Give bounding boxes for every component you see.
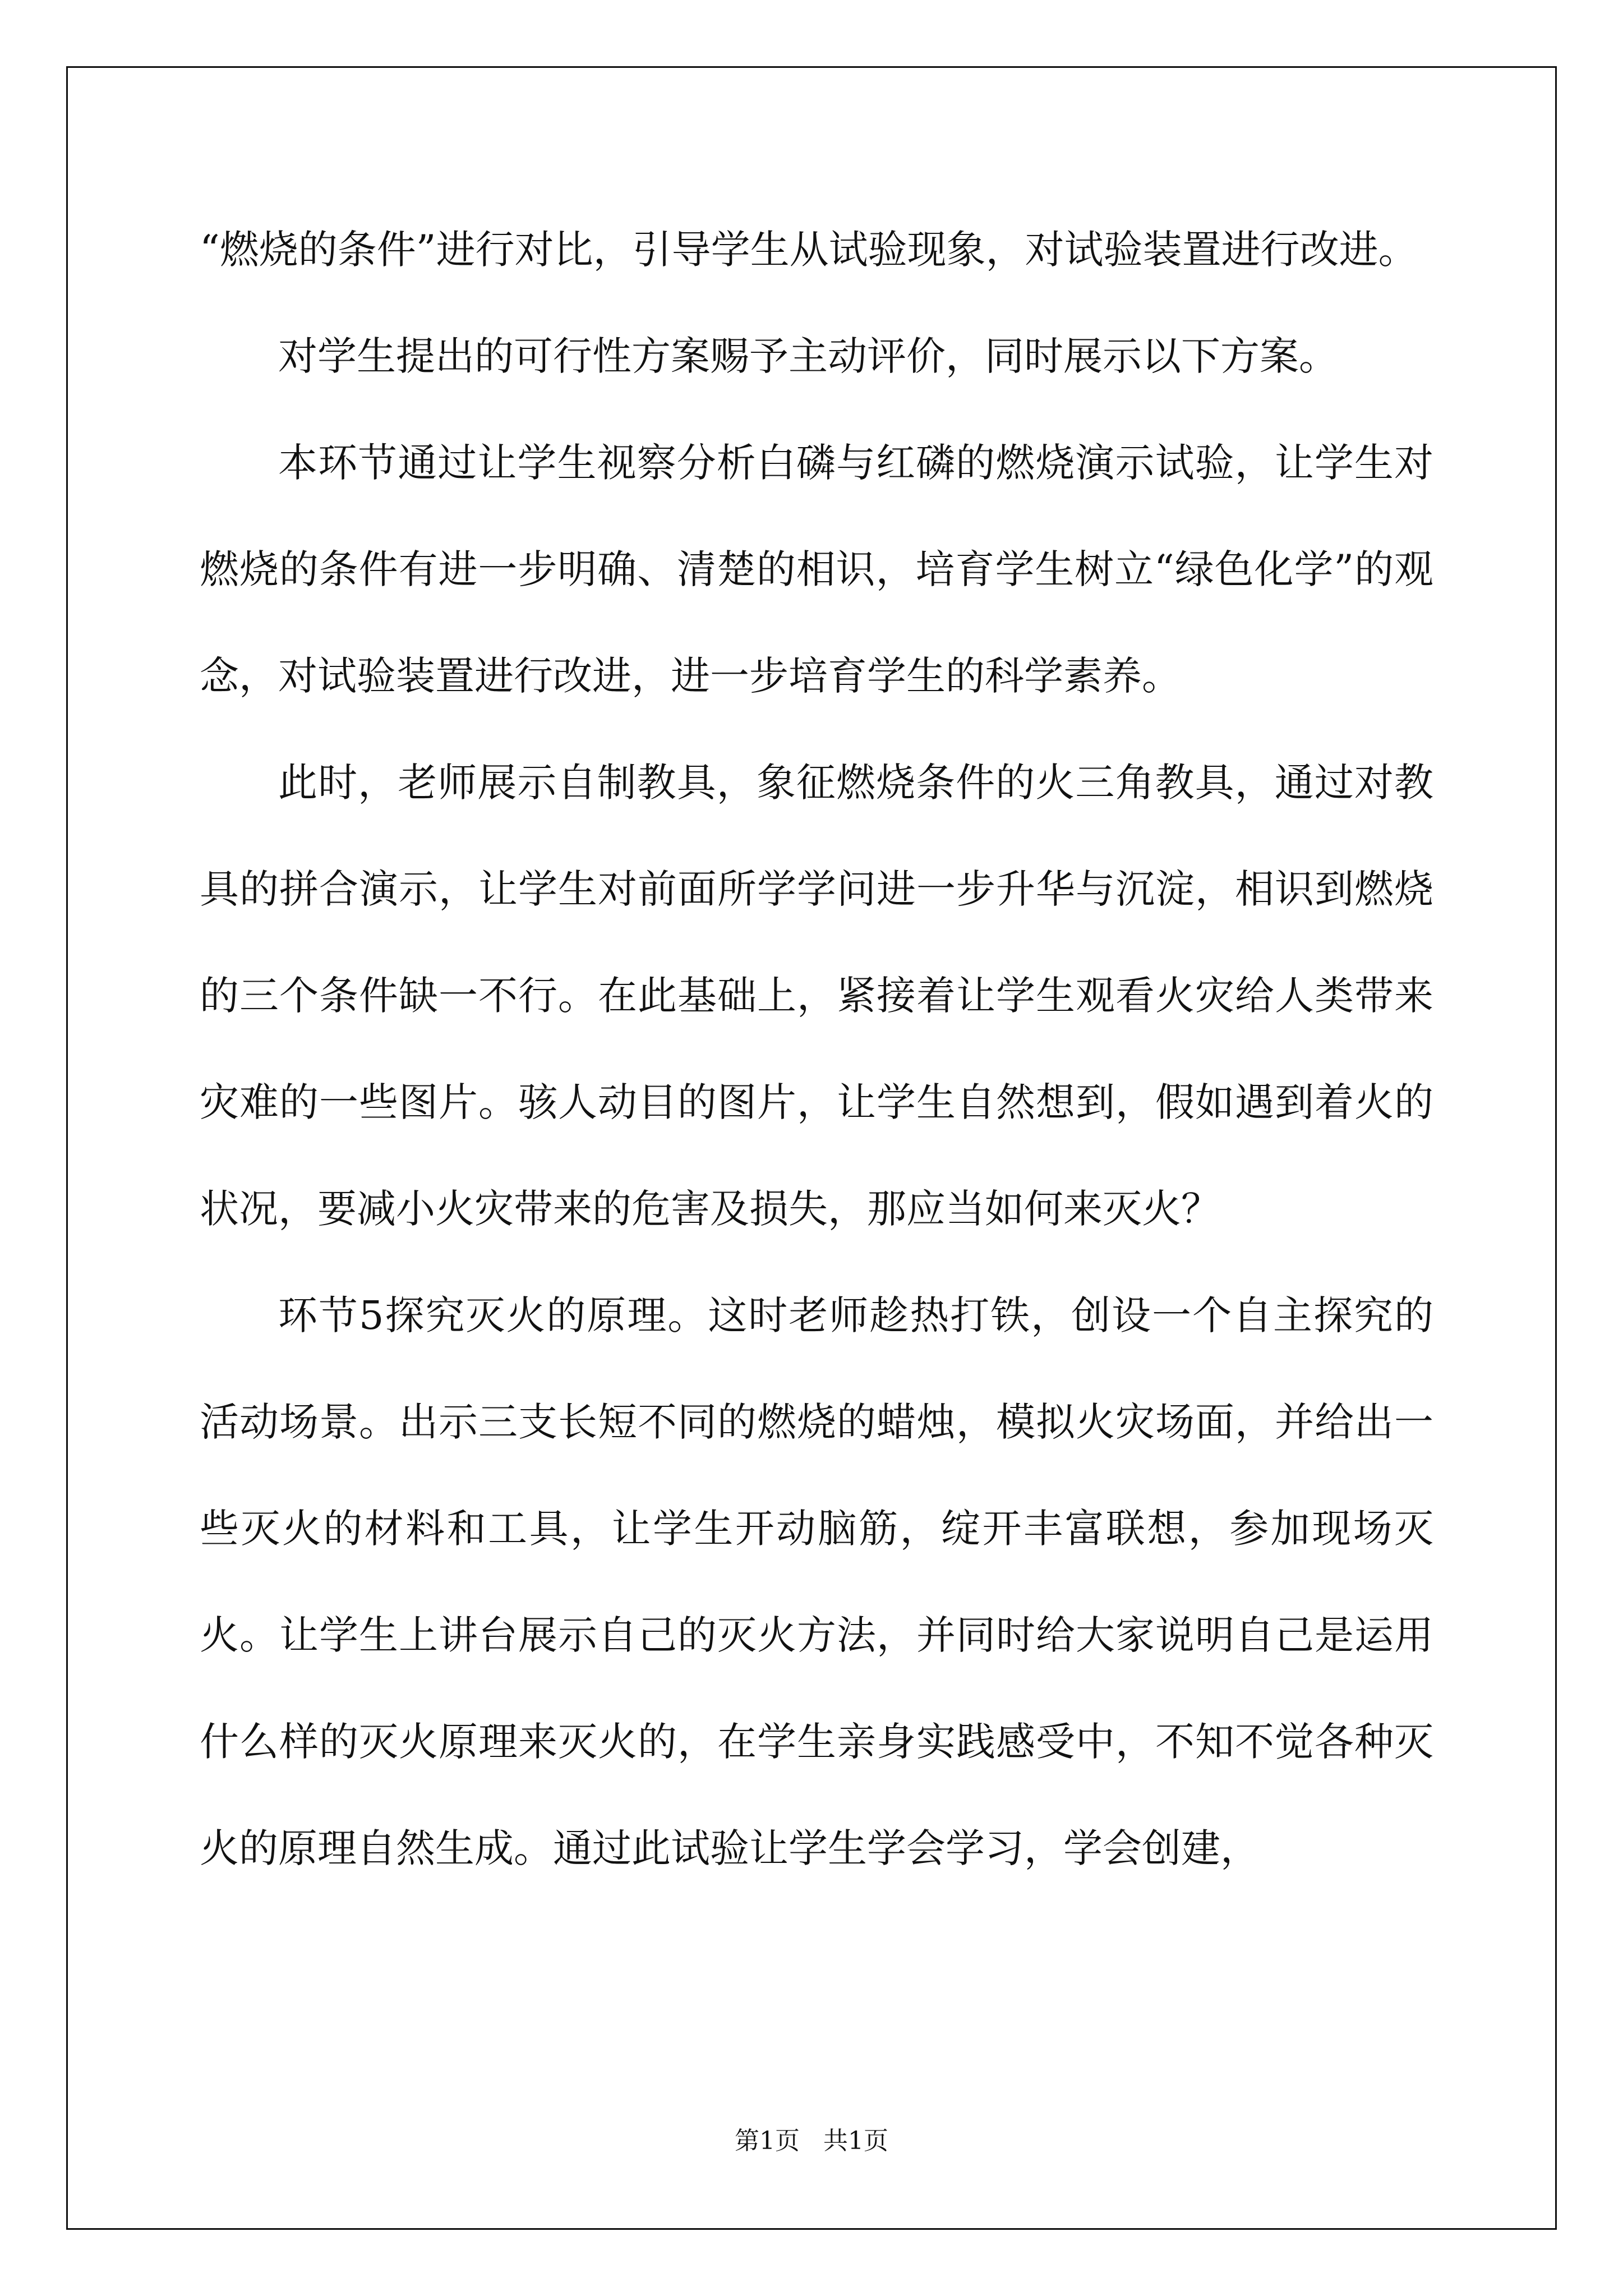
paragraph-2: 对学生提出的可行性方案赐予主动评价，同时展示以下方案。	[278, 333, 1338, 379]
document-body	[200, 196, 1433, 1902]
paragraph-5: 环节5探究灭火的原理。这时老师趁热打铁，创设一个自主探究的活动场景。出示三支长短不同的燃烧的蜡烛，模拟火灾场面，并给出一些灭火的材料和工具，让学生开动脑筋，绽开丰富联想，参加现场灭火。让学生上讲台展示自己的灭火方法，并同时给大家说明自己是运用什么样的灭火原理来灭火的，在学生亲身实践感受中，不知不觉各种灭火的原理自然生成。通过此试验让学生学会学习，学会创建，	[200, 1292, 1433, 1871]
paragraph-4: 此时，老师展示自制教具，象征燃烧条件的火三角教具，通过对教具的拼合演示，让学生对前面所学学问进一步升华与沉淀，相识到燃烧的三个条件缺一不行。在此基础上，紧接着让学生观看火灾给人类带来灾难的一些图片。骇人动目的图片，让学生自然想到，假如遇到着火的状况，要减小火灾带来的危害及损失，那应当如何来灭火？	[200, 760, 1433, 1232]
page-number-footer: 第1页 共1页	[735, 2127, 888, 2155]
paragraph-3: 本环节通过让学生视察分析白磷与红磷的燃烧演示试验，让学生对燃烧的条件有进一步明确、清楚的相识，培育学生树立“绿色化学”的观念，对试验装置进行改进，进一步培育学生的科学素养。	[200, 440, 1433, 699]
paragraph-1: “燃烧的条件”进行对比，引导学生从试验现象，对试验装置进行改进。	[200, 227, 1418, 273]
